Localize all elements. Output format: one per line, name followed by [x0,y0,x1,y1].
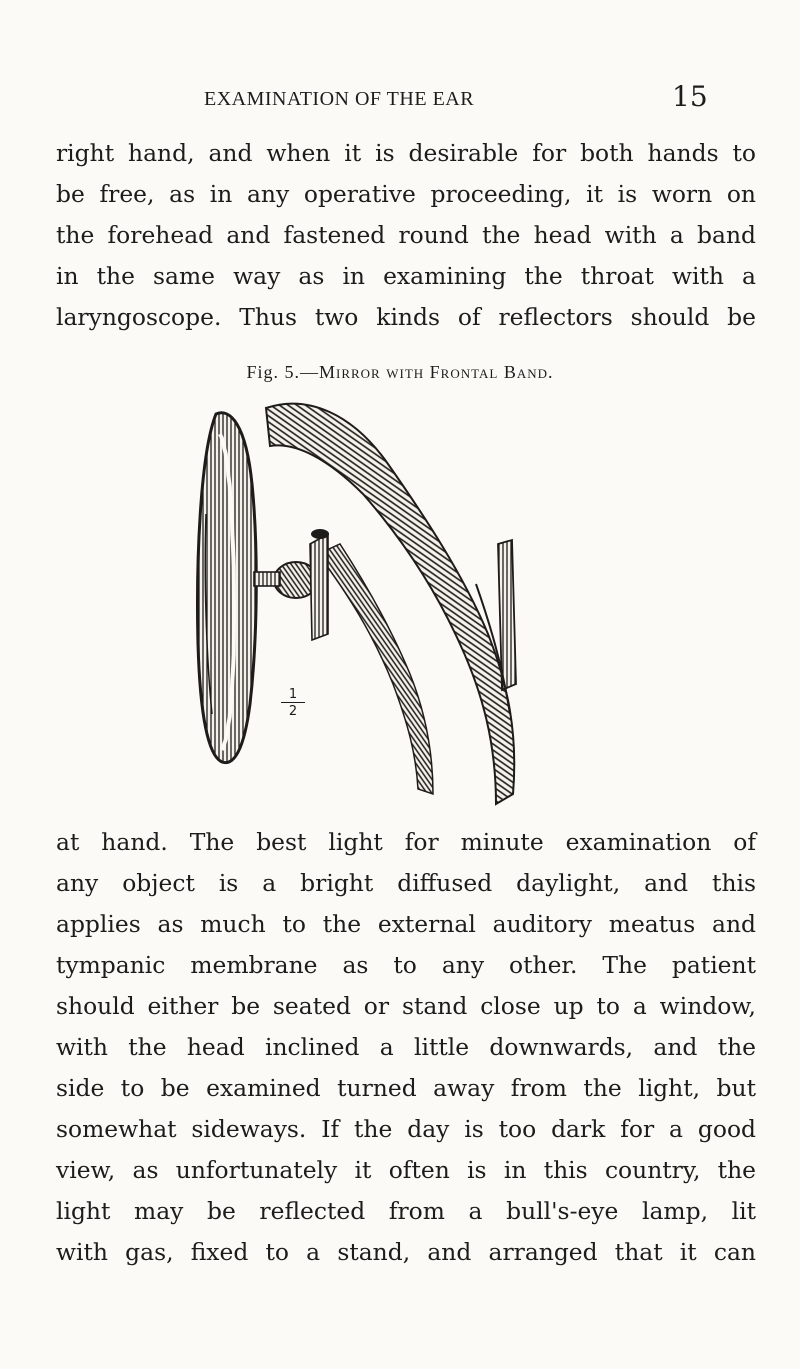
text-line: laryngoscope. Thus two kinds of reflectors should be [56,303,756,331]
bottom-paragraph [56,822,756,1273]
page-number: 15 [672,80,708,113]
text-line: be free, as in any operative proceeding, it is worn on [56,180,756,208]
text-line: view, as unfortunately it often is in this country, the [56,1156,756,1184]
frontal-band-inner [318,544,433,794]
text-line: at hand. The best light for minute examination of [56,828,756,856]
running-title: EXAMINATION OF THE EAR [204,88,475,110]
text-line: the forehead and fastened round the head with a band [56,221,756,249]
top-paragraph [56,133,756,338]
text-line: somewhat sideways. If the day is too dark for a good [56,1115,756,1143]
text-line: right hand, and when it is desirable for both hands to [56,139,756,167]
scale-denominator: 2 [288,704,298,719]
text-line: side to be examined turned away from the light, but [56,1074,756,1102]
text-line: applies as much to the external auditory meatus and [56,910,756,938]
text-line: any object is a bright diffused daylight, and this [56,869,756,897]
text-line: in the same way as in examining the throat with a [56,262,756,290]
mirror-with-frontal-band-illustration [178,394,558,810]
frontal-band [266,404,514,804]
text-line: should either be seated or stand close up to a window, [56,992,756,1020]
text-line: tympanic membrane as to any other. The patient [56,951,756,979]
page-header [0,80,800,120]
figure-caption: Fig. 5.—Mirror with Frontal Band. [246,362,554,382]
text-line: light may be reflected from a bull's-eye lamp, lit [56,1197,756,1225]
text-line: with the head inclined a little downwards, and the [56,1033,756,1061]
figure-label: Fig. 5. [246,362,300,382]
text-line: with gas, fixed to a stand, and arranged that it can [56,1238,756,1266]
figure-title: Mirror with Frontal Band. [318,362,554,382]
scale-fraction [281,688,305,718]
scale-numerator: 1 [288,687,298,702]
